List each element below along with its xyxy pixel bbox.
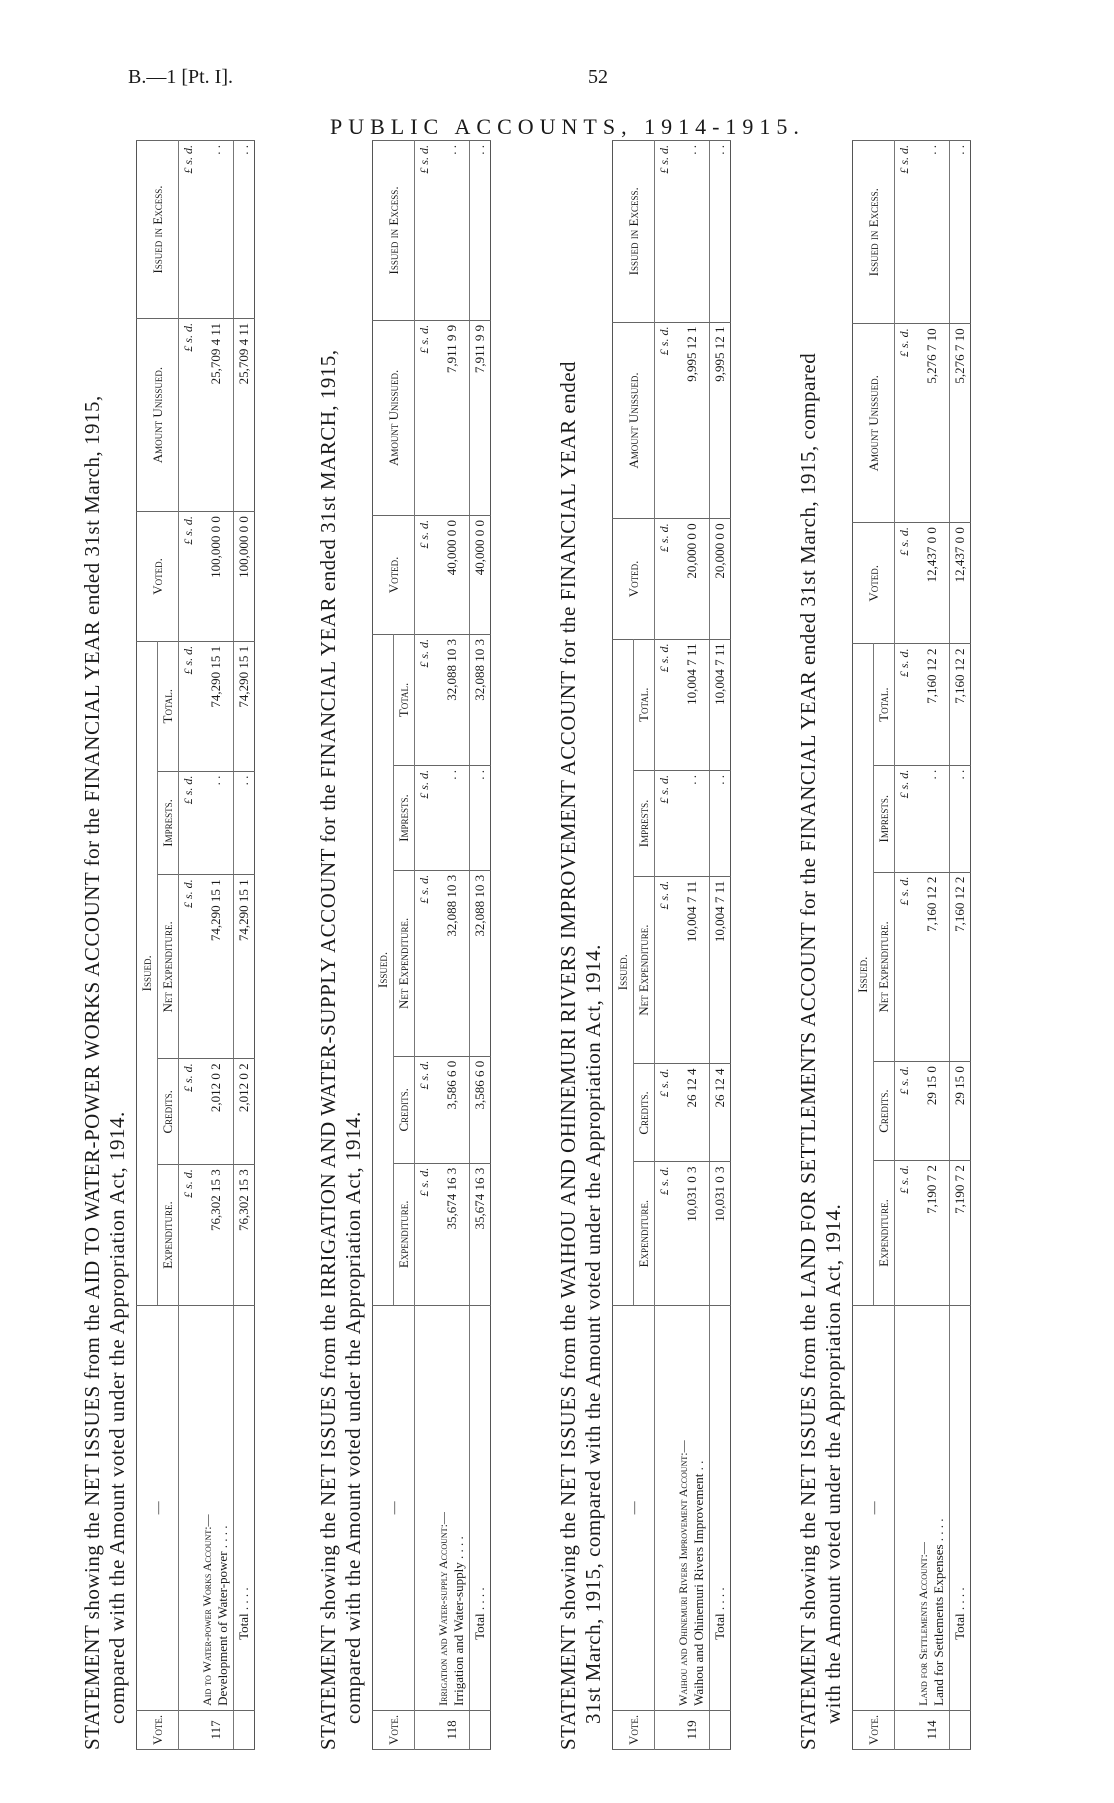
total-imprests: . . xyxy=(710,770,731,876)
total-net-expenditure: 74,290 15 1 xyxy=(234,875,255,1059)
col-vote: Vote. xyxy=(373,1710,415,1749)
units: £ s. d. xyxy=(655,322,675,519)
total-expenditure: 7,190 7 2 xyxy=(950,1161,971,1306)
total-label: Total . . . . xyxy=(710,1305,731,1710)
net-expenditure-value: 32,088 10 3 xyxy=(434,870,470,1056)
col-net-expenditure: Net Expenditure. xyxy=(634,876,655,1064)
units: £ s. d. xyxy=(179,641,199,771)
units: £ s. d. xyxy=(895,324,915,523)
total-credits: 26 12 4 xyxy=(710,1064,731,1162)
col-imprests: Imprests. xyxy=(634,770,655,876)
page-title: PUBLIC ACCOUNTS, 1914-1915. xyxy=(330,114,805,139)
imprests-value: . . xyxy=(434,766,470,871)
col-voted: Voted. xyxy=(853,523,895,644)
item-name: Irrigation and Water-supply . . . . xyxy=(451,1536,466,1706)
col-credits: Credits. xyxy=(874,1062,895,1161)
units: £ s. d. xyxy=(655,519,675,639)
excess-value: . . xyxy=(674,141,710,323)
col-excess: Issued in Excess. xyxy=(853,141,895,324)
col-excess: Issued in Excess. xyxy=(373,141,415,321)
total-unissued: 5,276 7 10 xyxy=(950,324,971,523)
imprests-value: . . xyxy=(914,765,950,872)
units: £ s. d. xyxy=(179,319,199,512)
total-row xyxy=(950,141,971,1750)
table-row xyxy=(914,141,950,1750)
units: £ s. d. xyxy=(655,770,675,876)
total-unissued: 7,911 9 9 xyxy=(470,320,491,515)
col-total: Total. xyxy=(634,639,655,770)
total-label: Total . . . . xyxy=(234,1305,255,1710)
statement-title xyxy=(556,140,606,1750)
col-unissued: Amount Unissued. xyxy=(137,319,179,512)
total-net-expenditure: 32,088 10 3 xyxy=(470,870,491,1056)
total-label: Total . . . . xyxy=(470,1305,491,1710)
col-unissued: Amount Unissued. xyxy=(373,320,415,515)
document-reference: B.—1 [Pt. I]. xyxy=(128,66,233,88)
units: £ s. d. xyxy=(895,141,915,324)
net-expenditure-value: 7,160 12 2 xyxy=(914,872,950,1061)
page-number: 52 xyxy=(588,66,608,88)
statement-title xyxy=(316,140,366,1750)
total-row xyxy=(710,141,731,1750)
total-label: Total . . . . xyxy=(950,1305,971,1710)
total-value: 32,088 10 3 xyxy=(434,634,470,765)
statement-section xyxy=(80,140,251,1750)
total-value: 74,290 15 1 xyxy=(198,641,234,771)
total-voted: 12,437 0 0 xyxy=(950,523,971,644)
units: £ s. d. xyxy=(895,1062,915,1161)
units: £ s. d. xyxy=(415,515,435,634)
units: £ s. d. xyxy=(179,141,199,319)
vote-number: 118 xyxy=(434,1710,470,1749)
voted-value: 12,437 0 0 xyxy=(914,523,950,644)
col-excess: Issued in Excess. xyxy=(613,141,655,323)
imprests-value: . . xyxy=(198,771,234,875)
statement-table xyxy=(852,140,971,1750)
statement-table xyxy=(612,140,731,1750)
unissued-value: 9,995 12 1 xyxy=(674,322,710,519)
statement-title xyxy=(80,140,130,1750)
credits-value: 26 12 4 xyxy=(674,1064,710,1162)
col-description: — xyxy=(853,1305,895,1710)
statement-section xyxy=(316,140,487,1750)
excess-value: . . xyxy=(198,141,234,319)
vote-number: 117 xyxy=(198,1710,234,1749)
unissued-value: 5,276 7 10 xyxy=(914,324,950,523)
col-voted: Voted. xyxy=(137,512,179,642)
total-expenditure: 10,031 0 3 xyxy=(710,1162,731,1305)
total-net-expenditure: 7,160 12 2 xyxy=(950,872,971,1061)
statement-table xyxy=(136,140,255,1750)
units: £ s. d. xyxy=(895,765,915,872)
voted-value: 40,000 0 0 xyxy=(434,515,470,634)
total-total: 10,004 7 11 xyxy=(710,639,731,770)
account-name: Land for Settlements Account:— xyxy=(916,1542,930,1706)
units: £ s. d. xyxy=(179,771,199,875)
col-vote: Vote. xyxy=(613,1710,655,1749)
units: £ s. d. xyxy=(415,141,435,321)
statement-title-line2: 31st March, 1915, compared with the Amount voted under the Appropriation Act, 1914. xyxy=(581,944,605,1724)
credits-value: 29 15 0 xyxy=(914,1062,950,1161)
col-imprests: Imprests. xyxy=(394,766,415,871)
total-voted: 40,000 0 0 xyxy=(470,515,491,634)
units: £ s. d. xyxy=(655,1064,675,1162)
col-expenditure: Expenditure. xyxy=(874,1161,895,1306)
units: £ s. d. xyxy=(179,1059,199,1165)
units: £ s. d. xyxy=(415,1056,435,1163)
col-issued: Issued. xyxy=(853,644,874,1305)
statement-title-line1: STATEMENT showing the NET ISSUES from the WAIHOU AND OHINEMURI RIVERS IMPROVEMENT ACCOUNT for the FINANCIAL YEAR ended xyxy=(556,360,580,1750)
total-excess: . . xyxy=(950,141,971,324)
total-value: 7,160 12 2 xyxy=(914,644,950,765)
total-excess: . . xyxy=(470,141,491,321)
total-total: 32,088 10 3 xyxy=(470,634,491,765)
col-voted: Voted. xyxy=(373,515,415,634)
col-unissued: Amount Unissued. xyxy=(853,324,895,523)
statement-title-line2: compared with the Amount voted under the Appropriation Act, 1914. xyxy=(341,1111,365,1724)
vote-number: 119 xyxy=(674,1710,710,1749)
excess-value: . . xyxy=(434,141,470,321)
total-value: 10,004 7 11 xyxy=(674,639,710,770)
statement-table xyxy=(372,140,491,1750)
col-credits: Credits. xyxy=(634,1064,655,1162)
col-voted: Voted. xyxy=(613,519,655,639)
total-excess: . . xyxy=(710,141,731,323)
excess-value: . . xyxy=(914,141,950,324)
col-description: — xyxy=(373,1305,415,1710)
total-voted: 100,000 0 0 xyxy=(234,512,255,642)
total-row xyxy=(234,141,255,1750)
statement-title-line2: compared with the Amount voted under the Appropriation Act, 1914. xyxy=(105,1111,129,1724)
statement-title-line2: with the Amount voted under the Appropriation Act, 1914. xyxy=(821,1203,845,1724)
col-total: Total. xyxy=(158,641,179,771)
total-imprests: . . xyxy=(234,771,255,875)
units: £ s. d. xyxy=(655,1162,675,1305)
units: £ s. d. xyxy=(655,141,675,323)
total-net-expenditure: 10,004 7 11 xyxy=(710,876,731,1064)
total-credits: 3,586 6 0 xyxy=(470,1056,491,1163)
account-name: Aid to Water-power Works Account:— xyxy=(200,1514,214,1706)
units: £ s. d. xyxy=(415,870,435,1056)
voted-value: 100,000 0 0 xyxy=(198,512,234,642)
voted-value: 20,000 0 0 xyxy=(674,519,710,639)
col-expenditure: Expenditure. xyxy=(394,1163,415,1305)
col-expenditure: Expenditure. xyxy=(634,1162,655,1305)
units: £ s. d. xyxy=(895,523,915,644)
statement-section xyxy=(796,140,967,1750)
col-issued: Issued. xyxy=(613,639,634,1305)
col-vote: Vote. xyxy=(853,1710,895,1749)
col-unissued: Amount Unissued. xyxy=(613,322,655,519)
vote-number: 114 xyxy=(914,1710,950,1749)
table-row xyxy=(198,141,234,1750)
statement-title-line1: STATEMENT showing the NET ISSUES from the LAND FOR SETTLEMENTS ACCOUNT for the FINANCIAL YEAR ended 31st March, 1915, compared xyxy=(796,352,820,1750)
col-credits: Credits. xyxy=(158,1059,179,1165)
net-expenditure-value: 74,290 15 1 xyxy=(198,875,234,1059)
total-credits: 29 15 0 xyxy=(950,1062,971,1161)
col-vote: Vote. xyxy=(137,1710,179,1749)
units: £ s. d. xyxy=(655,876,675,1064)
credits-value: 2,012 0 2 xyxy=(198,1059,234,1165)
item-name: Land for Settlements Expenses . . . . xyxy=(931,1518,946,1706)
account-name: Irrigation and Water-supply Account:— xyxy=(436,1512,450,1706)
units: £ s. d. xyxy=(895,644,915,765)
units: £ s. d. xyxy=(415,1163,435,1305)
units: £ s. d. xyxy=(895,872,915,1061)
expenditure-value: 10,031 0 3 xyxy=(674,1162,710,1305)
units: £ s. d. xyxy=(895,1161,915,1306)
expenditure-value: 7,190 7 2 xyxy=(914,1161,950,1306)
col-net-expenditure: Net Expenditure. xyxy=(874,872,895,1061)
units: £ s. d. xyxy=(415,634,435,765)
unissued-value: 25,709 4 11 xyxy=(198,319,234,512)
col-total: Total. xyxy=(394,634,415,765)
col-imprests: Imprests. xyxy=(158,771,179,875)
col-expenditure: Expenditure. xyxy=(158,1165,179,1306)
total-voted: 20,000 0 0 xyxy=(710,519,731,639)
units: £ s. d. xyxy=(179,1165,199,1306)
total-imprests: . . xyxy=(950,765,971,872)
net-expenditure-value: 10,004 7 11 xyxy=(674,876,710,1064)
statement-title-line1: STATEMENT showing the NET ISSUES from the IRRIGATION AND WATER-SUPPLY ACCOUNT for the FINANCIAL YEAR ended 31st MARCH, 1915, xyxy=(316,349,340,1750)
total-total: 74,290 15 1 xyxy=(234,641,255,771)
col-net-expenditure: Net Expenditure. xyxy=(394,870,415,1056)
unissued-value: 7,911 9 9 xyxy=(434,320,470,515)
col-description: — xyxy=(613,1305,655,1710)
expenditure-value: 76,302 15 3 xyxy=(198,1165,234,1306)
table-row xyxy=(434,141,470,1750)
total-unissued: 9,995 12 1 xyxy=(710,322,731,519)
col-excess: Issued in Excess. xyxy=(137,141,179,319)
col-issued: Issued. xyxy=(137,641,158,1305)
total-unissued: 25,709 4 11 xyxy=(234,319,255,512)
account-name: Waihou and Ohinemuri Rivers Improvement Account:— xyxy=(676,1440,690,1706)
statement-section xyxy=(556,140,727,1750)
units: £ s. d. xyxy=(179,512,199,642)
total-imprests: . . xyxy=(470,766,491,871)
units: £ s. d. xyxy=(655,639,675,770)
item-name: Development of Water-power . . . . xyxy=(215,1525,230,1706)
credits-value: 3,586 6 0 xyxy=(434,1056,470,1163)
col-description: — xyxy=(137,1305,179,1710)
total-total: 7,160 12 2 xyxy=(950,644,971,765)
statement-title-line1: STATEMENT showing the NET ISSUES from the AID TO WATER-POWER WORKS ACCOUNT for the FINANCIAL YEAR ended 31st March, 1915, xyxy=(80,395,104,1750)
item-name: Waihou and Ohinemuri Rivers Improvement . . xyxy=(691,1460,706,1706)
table-row xyxy=(674,141,710,1750)
total-credits: 2,012 0 2 xyxy=(234,1059,255,1165)
total-expenditure: 76,302 15 3 xyxy=(234,1165,255,1306)
total-excess: . . xyxy=(234,141,255,319)
col-total: Total. xyxy=(874,644,895,765)
units: £ s. d. xyxy=(179,875,199,1059)
total-expenditure: 35,674 16 3 xyxy=(470,1163,491,1305)
units: £ s. d. xyxy=(415,766,435,871)
col-net-expenditure: Net Expenditure. xyxy=(158,875,179,1059)
imprests-value: . . xyxy=(674,770,710,876)
col-credits: Credits. xyxy=(394,1056,415,1163)
total-row xyxy=(470,141,491,1750)
col-imprests: Imprests. xyxy=(874,765,895,872)
rotated-statements xyxy=(80,140,1050,1750)
units: £ s. d. xyxy=(415,320,435,515)
col-issued: Issued. xyxy=(373,634,394,1305)
expenditure-value: 35,674 16 3 xyxy=(434,1163,470,1305)
statement-title xyxy=(796,140,846,1750)
